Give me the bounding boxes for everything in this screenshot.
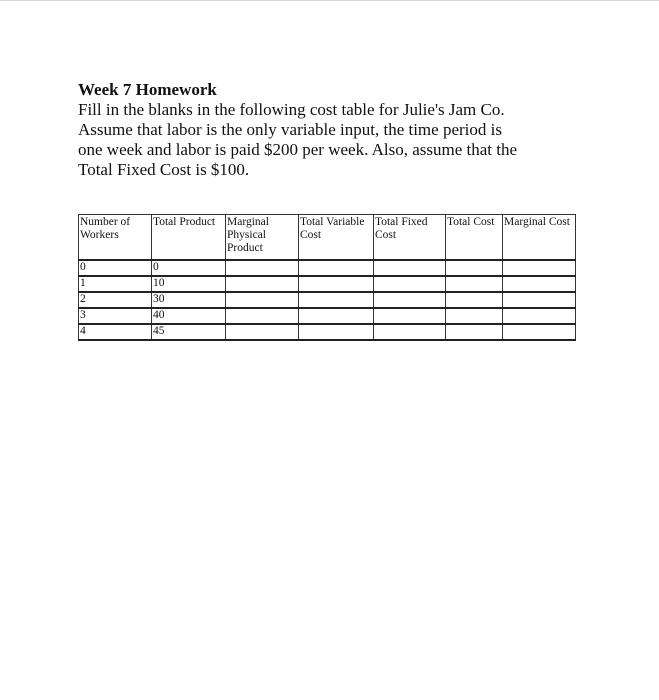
cell-marginal-cost: [503, 276, 576, 292]
instructions-line: one week and labor is paid $200 per week. Also, assume that the: [78, 140, 518, 159]
table-row: [79, 308, 576, 324]
cell-total-product: 40: [152, 308, 226, 324]
cell-workers: 4: [79, 324, 152, 340]
cell-total-fixed-cost: [374, 324, 446, 340]
cell-total-variable-cost: [299, 276, 374, 292]
header-marginal-cost: Marginal Cost: [503, 215, 576, 260]
cell-marginal-cost: [503, 308, 576, 324]
header-total-cost: Total Cost: [446, 215, 503, 260]
table-row: [79, 260, 576, 276]
cell-total-fixed-cost: [374, 292, 446, 308]
cell-total-variable-cost: [299, 308, 374, 324]
header-total-fixed-cost: Total Fixed Cost: [374, 215, 446, 260]
table-header-row: [79, 215, 576, 260]
table-row: [79, 324, 576, 340]
cell-marginal-cost: [503, 324, 576, 340]
cell-total-variable-cost: [299, 292, 374, 308]
cell-total-product: 45: [152, 324, 226, 340]
cell-total-variable-cost: [299, 260, 374, 276]
header-total-variable-cost: Total Variable Cost: [299, 215, 374, 260]
cell-workers: 0: [79, 260, 152, 276]
cell-total-cost: [446, 292, 503, 308]
header-number-of-workers: Number of Workers: [79, 215, 152, 260]
cell-workers: 3: [79, 308, 152, 324]
cell-total-cost: [446, 324, 503, 340]
cell-marginal-cost: [503, 260, 576, 276]
instructions-line: Assume that labor is the only variable input, the time period is: [78, 120, 502, 139]
cost-table: [78, 214, 576, 341]
instructions-line: Fill in the blanks in the following cost table for Julie's Jam Co.: [78, 100, 505, 119]
cell-total-variable-cost: [299, 324, 374, 340]
cell-marginal-physical-product: [226, 276, 299, 292]
cell-total-fixed-cost: [374, 276, 446, 292]
cell-workers: 2: [79, 292, 152, 308]
cell-total-product: 0: [152, 260, 226, 276]
cell-total-cost: [446, 260, 503, 276]
top-divider: [0, 0, 659, 1]
cell-marginal-physical-product: [226, 260, 299, 276]
cell-workers: 1: [79, 276, 152, 292]
table-row: [79, 276, 576, 292]
cell-marginal-cost: [503, 292, 576, 308]
cell-total-product: 10: [152, 276, 226, 292]
cell-marginal-physical-product: [226, 292, 299, 308]
cell-total-fixed-cost: [374, 260, 446, 276]
cell-total-fixed-cost: [374, 308, 446, 324]
header-total-product: Total Product: [152, 215, 226, 260]
cell-marginal-physical-product: [226, 324, 299, 340]
header-marginal-physical-product: Marginal Physical Product: [226, 215, 299, 260]
cell-total-cost: [446, 308, 503, 324]
cell-total-product: 30: [152, 292, 226, 308]
cell-total-cost: [446, 276, 503, 292]
cell-marginal-physical-product: [226, 308, 299, 324]
page-title: Week 7 Homework: [78, 80, 217, 99]
instructions-line: Total Fixed Cost is $100.: [78, 160, 250, 179]
table-row: [79, 292, 576, 308]
homework-text: [78, 80, 588, 180]
instructions-paragraph: [78, 100, 588, 180]
